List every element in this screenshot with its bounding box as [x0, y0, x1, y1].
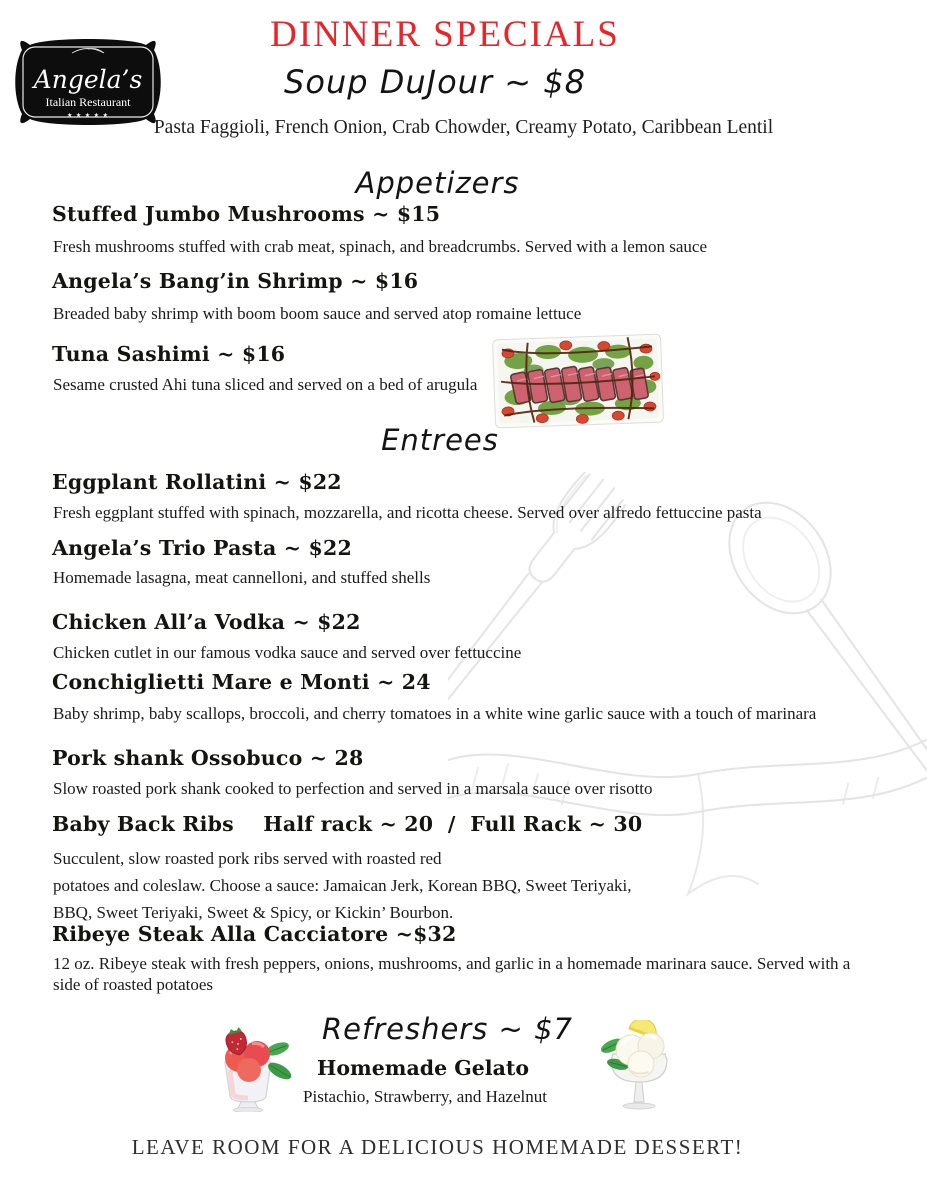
- description-line: Succulent, slow roasted pork ribs served with roasted red: [53, 849, 442, 868]
- tuna-sashimi-photo: [489, 329, 667, 432]
- menu-item-title: Stuffed Jumbo Mushrooms ~ $15: [52, 202, 441, 226]
- description-line: BBQ, Sweet Teriyaki, Sweet & Spicy, or Kickin’ Bourbon.: [53, 903, 454, 922]
- appetizers-heading: Appetizers: [355, 166, 520, 200]
- gelato-flavors: Pistachio, Strawberry, and Hazelnut: [303, 1087, 547, 1106]
- menu-item-title: Angela’s Bang’in Shrimp ~ $16: [52, 269, 419, 293]
- menu-item-description: Fresh mushrooms stuffed with crab meat, spinach, and breadcrumbs. Served with a lemon sauce: [53, 237, 708, 256]
- logo-name: Angela’s: [33, 65, 143, 94]
- footer-note: LEAVE ROOM FOR A DELICIOUS HOMEMADE DESSERT!: [131, 1135, 744, 1159]
- menu-item-title: Pork shank Ossobuco ~ 28: [52, 746, 364, 770]
- strawberry-gelato-photo: [197, 1026, 299, 1112]
- gelato-item-title: Homemade Gelato: [316, 1056, 530, 1080]
- menu-item-description: Chicken cutlet in our famous vodka sauce and served over fettuccine: [53, 643, 522, 662]
- logo-subtitle: Italian Restaurant: [45, 95, 131, 109]
- soup-options: Pasta Faggioli, French Onion, Crab Chowder, Creamy Potato, Caribbean Lentil: [153, 117, 774, 138]
- menu-item-description: Sesame crusted Ahi tuna sliced and served on a bed of arugula: [53, 375, 478, 394]
- menu-item-description: 12 oz. Ribeye steak with fresh peppers, onions, mushrooms, and garlic in a homemade marinara sauce. Served with a side of roasted potatoes: [53, 954, 851, 994]
- refreshers-heading: Refreshers ~ $7: [322, 1012, 573, 1046]
- menu-item-description: Baby shrimp, baby scallops, broccoli, and cherry tomatoes in a white wine garlic sauce with a touch of marinara: [53, 704, 817, 723]
- page-title: DINNER SPECIALS: [270, 14, 620, 55]
- soup-dujour-heading: Soup DuJour ~ $8: [284, 63, 586, 101]
- menu-item-description: Fresh eggplant stuffed with spinach, mozzarella, and ricotta cheese. Served over alfredo fettuccine pasta: [53, 503, 762, 522]
- menu-item-title: Conchiglietti Mare e Monti ~ 24: [52, 670, 431, 694]
- menu-item-description: [53, 845, 873, 926]
- entrees-heading: Entrees: [381, 423, 499, 457]
- menu-item-description: Slow roasted pork shank cooked to perfection and served in a marsala sauce over risotto: [53, 779, 653, 798]
- menu-item-title: Angela’s Trio Pasta ~ $22: [52, 536, 352, 560]
- menu-item-title: Ribeye Steak Alla Cacciatore ~$32: [52, 922, 457, 946]
- lemon-gelato-photo: [591, 1020, 688, 1118]
- menu-item-title: Baby Back Ribs Half rack ~ 20 / Full Rack ~ 30: [52, 812, 643, 836]
- menu-item-description: Homemade lasagna, meat cannelloni, and stuffed shells: [53, 568, 431, 587]
- menu-item-description: Breaded baby shrimp with boom boom sauce and served atop romaine lettuce: [53, 304, 582, 323]
- menu-item-title: Tuna Sashimi ~ $16: [52, 342, 286, 366]
- description-line: potatoes and coleslaw. Choose a sauce: Jamaican Jerk, Korean BBQ, Sweet Teriyaki,: [53, 876, 632, 895]
- menu-item-title: Eggplant Rollatini ~ $22: [52, 470, 342, 494]
- logo-stars: ★ ★ ★ ★ ★: [67, 113, 109, 119]
- menu-item-title: Chicken All’a Vodka ~ $22: [52, 610, 361, 634]
